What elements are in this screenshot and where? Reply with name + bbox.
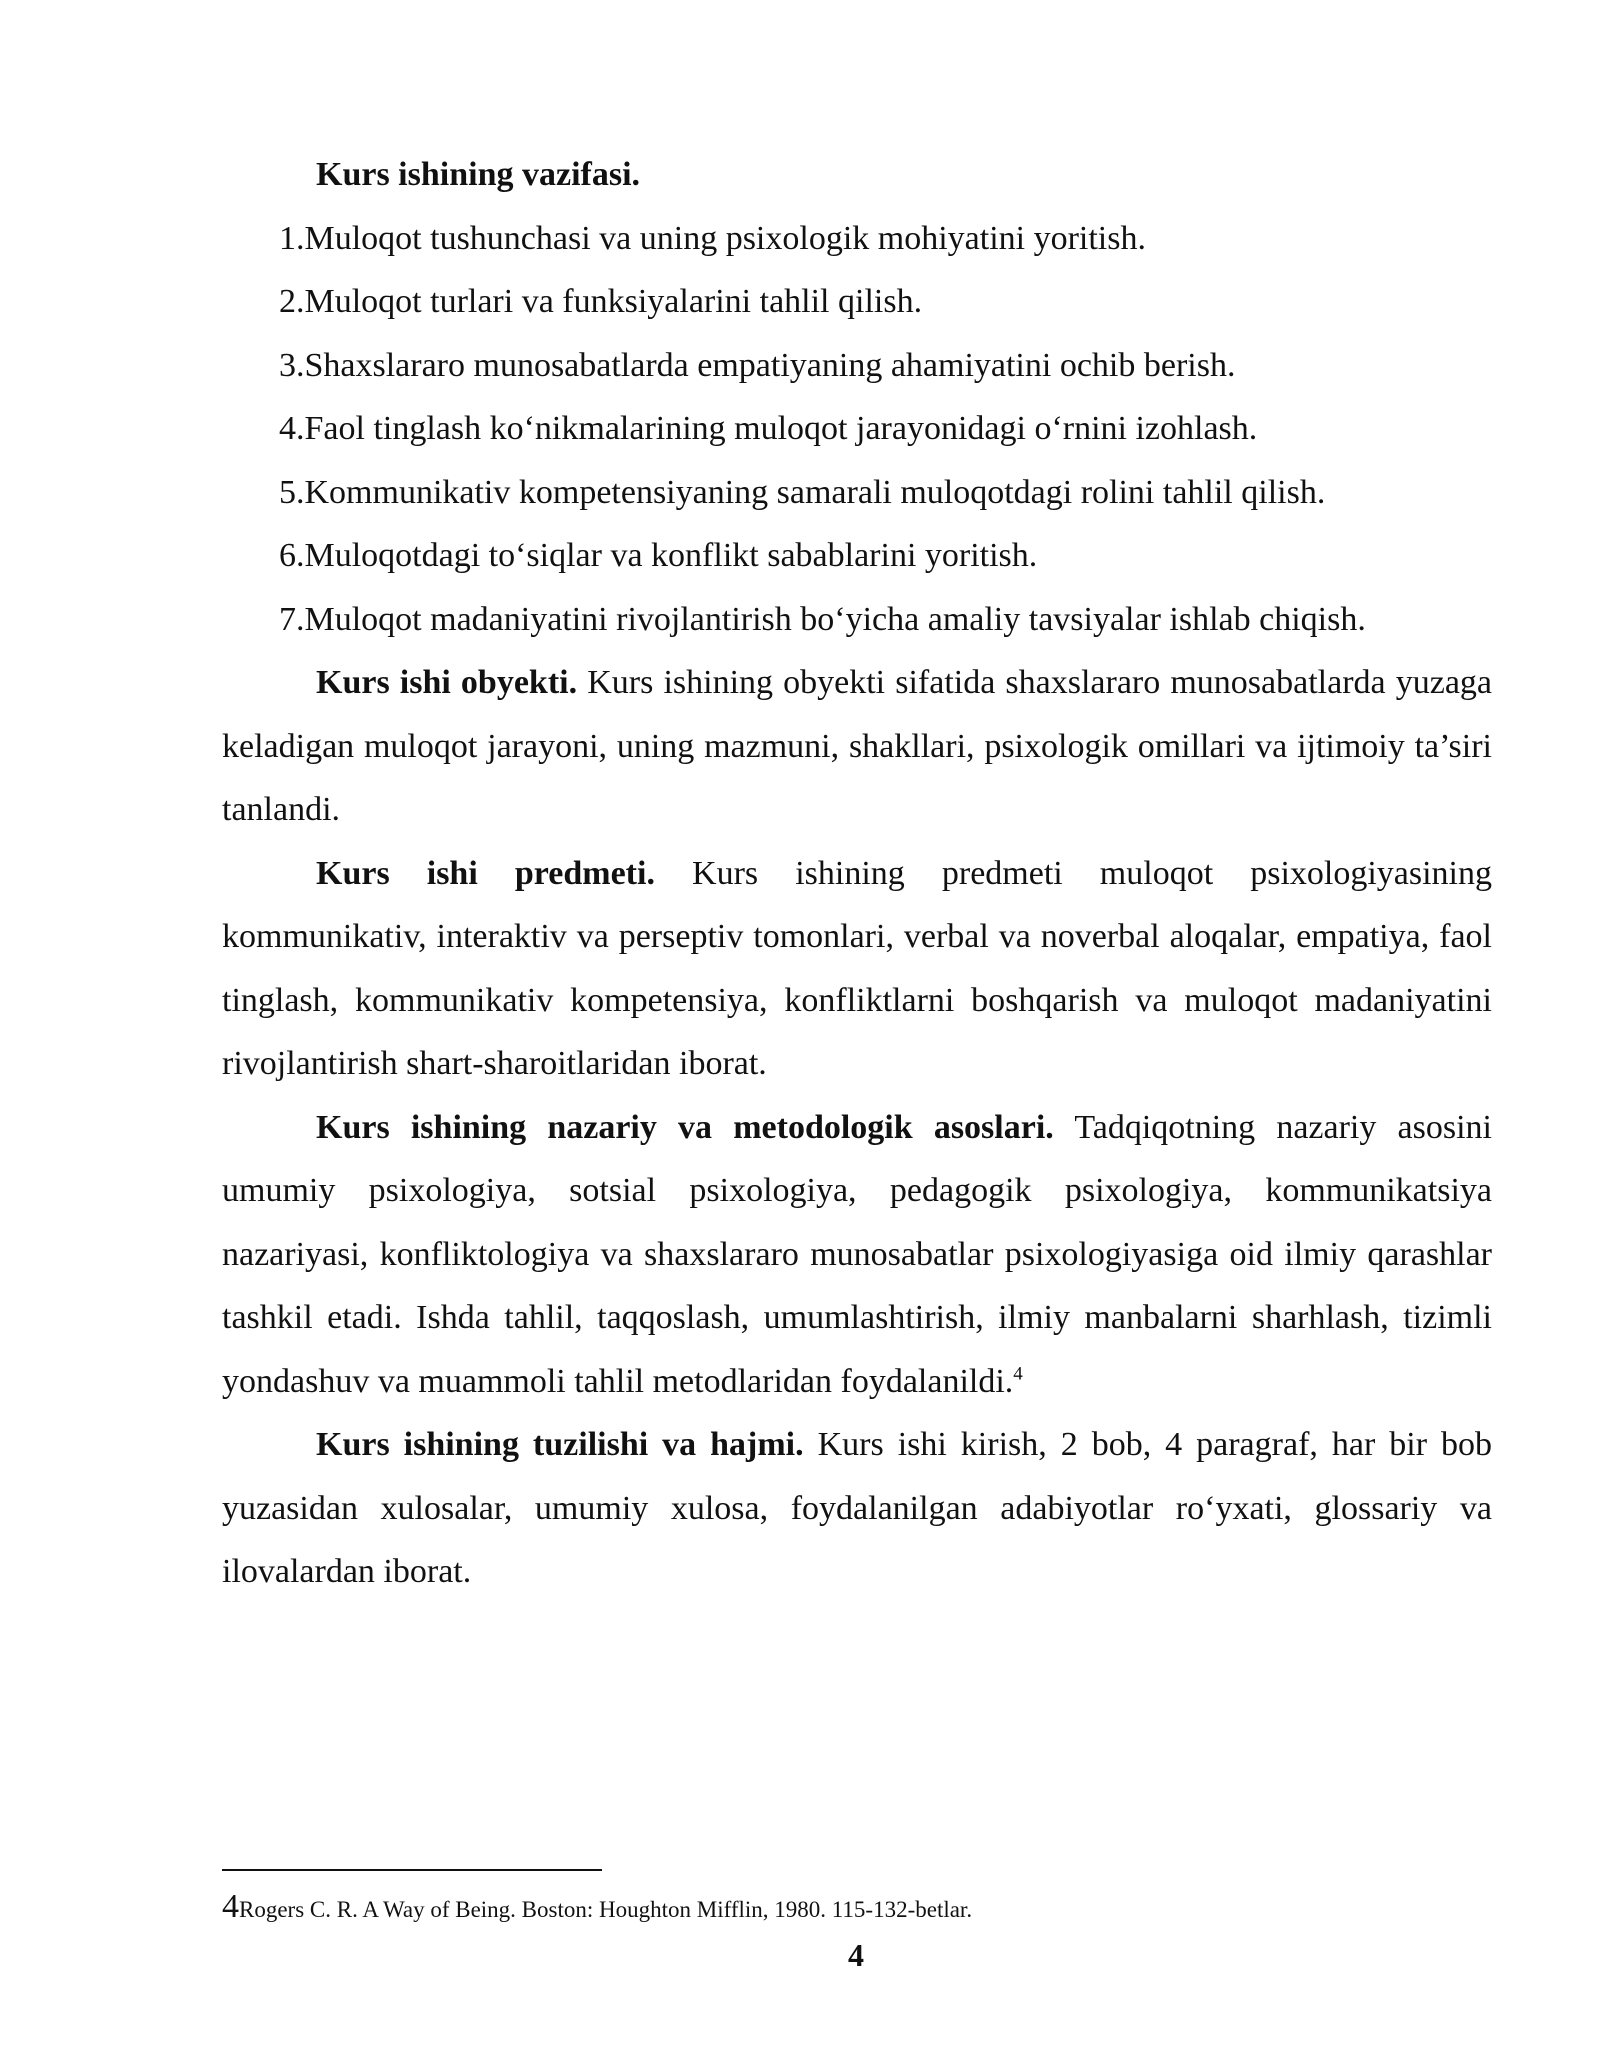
footnote-text: Rogers C. R. A Way of Being. Boston: Houghton Mifflin, 1980. 115-132-betlar. <box>239 1897 973 1922</box>
list-item: 3.Shaxslararo munosabatlarda empatiyaning ahamiyatini ochib berish. <box>279 346 1236 384</box>
tasks-heading: Kurs ishining vazifasi. <box>316 156 641 193</box>
methodology-label: Kurs ishining nazariy va metodologik asoslari. <box>316 1108 1054 1146</box>
tasks-list <box>222 207 1492 652</box>
footnote-number: 4 <box>222 1888 239 1925</box>
structure-paragraph <box>222 1413 1492 1604</box>
list-item: 4.Faol tinglash ko‘nikmalarining muloqot jarayonidagi o‘rnini izohlash. <box>279 410 1258 447</box>
footnote-reference[interactable]: 4 <box>1013 1363 1023 1385</box>
methodology-paragraph <box>222 1096 1492 1414</box>
list-item: 7.Muloqot madaniyatini rivojlantirish bo‘yicha amaliy tavsiyalar ishlab chiqish. <box>279 600 1366 638</box>
structure-text: Kurs ishi kirish, 2 bob, 4 paragraf, har bir bob yuzasidan xulosalar, umumiy xulosa, foydalanilgan adabiyotlar ro‘yxati, glossariy va ilovalardan iborat. <box>222 1426 1492 1590</box>
object-paragraph <box>222 651 1492 842</box>
subject-text: Kurs ishining predmeti muloqot psixologiyasining kommunikativ, interaktiv va perseptiv tomonlari, verbal va noverbal aloqalar, empatiya, faol tinglash, kommunikativ kompetensiya, konfliktlarni boshqarish va muloqot madaniyatini rivojlantirish shart-sharoitlaridan iborat. <box>222 854 1492 1082</box>
footnote <box>222 1887 1492 1930</box>
page-body <box>222 143 1492 1604</box>
list-item: 5.Kommunikativ kompetensiyaning samarali muloqotdagi rolini tahlil qilish. <box>279 473 1326 511</box>
page-number: 4 <box>848 1937 864 1973</box>
list-item: 2.Muloqot turlari va funksiyalarini tahlil qilish. <box>279 283 923 320</box>
subject-label: Kurs ishi predmeti. <box>316 854 655 892</box>
structure-label: Kurs ishining tuzilishi va hajmi. <box>316 1426 804 1463</box>
object-label: Kurs ishi obyekti. <box>316 664 578 701</box>
list-item: 6.Muloqotdagi to‘siqlar va konflikt sabablarini yoritish. <box>279 537 1038 574</box>
footnote-separator <box>222 1869 602 1871</box>
methodology-text: Tadqiqotning nazariy asosini umumiy psixologiya, sotsial psixologiya, pedagogik psixologiya, kommunikatsiya nazariyasi, konfliktologiya va shaxslararo munosabatlar psixologiyasiga oid ilmiy qarashlar tashkil etadi. Ishda tahlil, taqqoslash, umumlashtirish, ilmiy manbalarni sharhlash, tizimli yondashuv va muammoli tahlil metodlaridan foydalanildi. <box>222 1108 1492 1400</box>
list-item: 1.Muloqot tushunchasi va uning psixologik mohiyatini yoritish. <box>279 219 1146 257</box>
object-text: Kurs ishining obyekti sifatida shaxslararo munosabatlarda yuzaga keladigan muloqot jarayoni, uning mazmuni, shakllari, psixologik omillari va ijtimoiy ta’siri tanlandi. <box>222 664 1493 828</box>
subject-paragraph <box>222 842 1492 1096</box>
